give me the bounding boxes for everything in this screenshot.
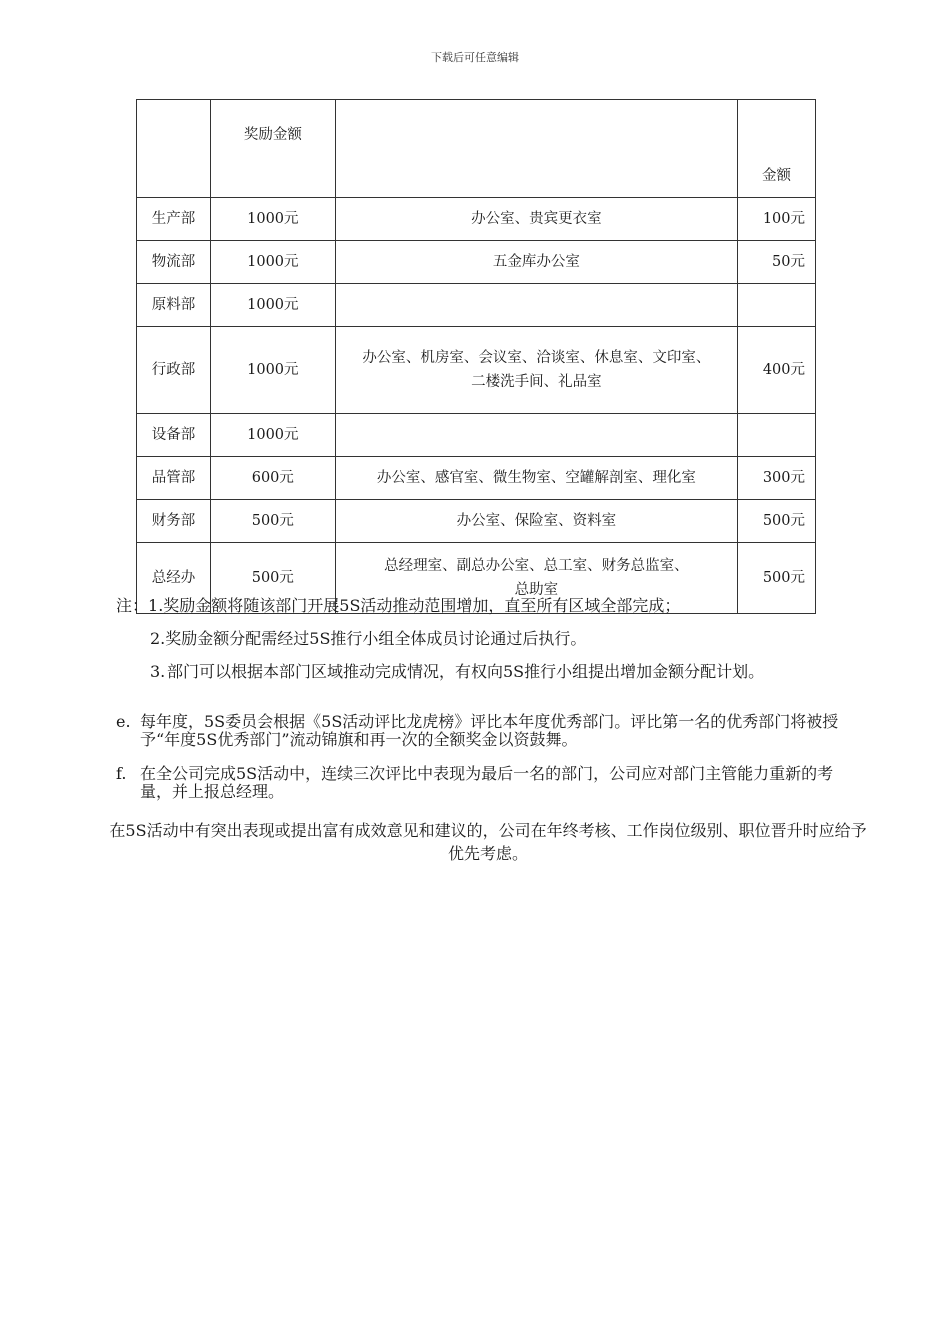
areas-cell bbox=[335, 241, 737, 284]
dept-cell: 设备部 bbox=[137, 414, 211, 457]
reward-cell: 1000元 bbox=[210, 198, 335, 241]
table-row bbox=[137, 414, 816, 457]
header-cell-amount: 金额 bbox=[738, 100, 816, 198]
areas-cell bbox=[335, 500, 737, 543]
clause-f bbox=[116, 765, 852, 801]
header-cell-areas bbox=[335, 100, 737, 198]
reward-allocation-table bbox=[136, 99, 816, 614]
table-row bbox=[137, 327, 816, 414]
amount-cell: 500元 bbox=[738, 543, 816, 614]
note-1 bbox=[116, 597, 836, 615]
table-row bbox=[137, 198, 816, 241]
dept-cell: 原料部 bbox=[137, 284, 211, 327]
amount-cell: 500元 bbox=[738, 500, 816, 543]
header-cell-reward: 奖励金额 bbox=[210, 100, 335, 198]
clause-marker: e. bbox=[116, 712, 131, 731]
reward-cell: 1000元 bbox=[210, 284, 335, 327]
clause-text: 每年度，5S委员会根据《5S活动评比龙虎榜》评比本年度优秀部门。评比第一名的优秀部门将被授予“年度5S优秀部门”流动锦旗和再一次的全额奖金以资鼓舞。 bbox=[140, 712, 839, 749]
notes-prefix: 注： bbox=[116, 596, 149, 615]
area-line: 办公室、保险室、资料室 bbox=[456, 512, 617, 529]
reward-cell: 1000元 bbox=[210, 327, 335, 414]
table-row bbox=[137, 500, 816, 543]
area-line: 办公室、感官室、微生物室、空罐解剖室、理化室 bbox=[376, 469, 696, 486]
header-cell-dept bbox=[137, 100, 211, 198]
dept-cell: 品管部 bbox=[137, 457, 211, 500]
dept-cell: 物流部 bbox=[137, 241, 211, 284]
page-header: 下载后可任意编辑 bbox=[431, 51, 519, 64]
table-row bbox=[137, 284, 816, 327]
area-line: 办公室、贵宾更衣室 bbox=[471, 210, 602, 227]
final-paragraph: 在5S活动中有突出表现或提出富有成效意见和建议的，公司在年终考核、工作岗位级别、职位晋升时应给予优先考虑。 bbox=[109, 821, 867, 864]
note-text: 奖励金额将随该部门开展5S活动推动范围增加，直至所有区域全部完成； bbox=[163, 596, 681, 615]
reward-cell: 500元 bbox=[210, 543, 335, 614]
amount-cell: 300元 bbox=[738, 457, 816, 500]
amount-cell: 100元 bbox=[738, 198, 816, 241]
dept-cell: 行政部 bbox=[137, 327, 211, 414]
dept-cell: 生产部 bbox=[137, 198, 211, 241]
area-line: 总助室 bbox=[514, 582, 559, 598]
areas-cell bbox=[335, 284, 737, 327]
note-2 bbox=[150, 630, 850, 648]
dept-cell: 财务部 bbox=[137, 500, 211, 543]
note-marker: 3. bbox=[150, 662, 166, 681]
area-line: 二楼洗手间、礼品室 bbox=[471, 374, 602, 390]
note-marker: 1. bbox=[148, 596, 164, 615]
clause-e bbox=[116, 713, 852, 749]
reward-cell: 1000元 bbox=[210, 241, 335, 284]
areas-cell bbox=[335, 198, 737, 241]
table-header-row bbox=[137, 100, 816, 198]
amount-cell bbox=[738, 284, 816, 327]
area-line: 办公室、机房室、会议室、洽谈室、休息室、文印室、 bbox=[362, 349, 711, 366]
areas-cell bbox=[335, 327, 737, 414]
note-3 bbox=[150, 663, 855, 681]
amount-cell: 50元 bbox=[738, 241, 816, 284]
reward-cell: 1000元 bbox=[210, 414, 335, 457]
area-line: 五金库办公室 bbox=[492, 253, 580, 270]
clause-text: 在全公司完成5S活动中，连续三次评比中表现为最后一名的部门，公司应对部门主管能力重新的考量，并上报总经理。 bbox=[140, 764, 834, 801]
table-row bbox=[137, 241, 816, 284]
note-text: 奖励金额分配需经过5S推行小组全体成员讨论通过后执行。 bbox=[165, 629, 587, 648]
reward-cell: 500元 bbox=[210, 500, 335, 543]
note-marker: 2. bbox=[150, 629, 166, 648]
areas-cell bbox=[335, 457, 737, 500]
reward-cell: 600元 bbox=[210, 457, 335, 500]
amount-cell: 400元 bbox=[738, 327, 816, 414]
area-line: 总经理室、副总办公室、总工室、财务总监室、 bbox=[384, 557, 689, 574]
amount-cell bbox=[738, 414, 816, 457]
areas-cell bbox=[335, 414, 737, 457]
clause-marker: f. bbox=[116, 764, 127, 783]
table-row bbox=[137, 457, 816, 500]
note-text: 部门可以根据本部门区域推动完成情况，有权向5S推行小组提出增加金额分配计划。 bbox=[167, 662, 765, 681]
dept-cell: 总经办 bbox=[137, 543, 211, 614]
